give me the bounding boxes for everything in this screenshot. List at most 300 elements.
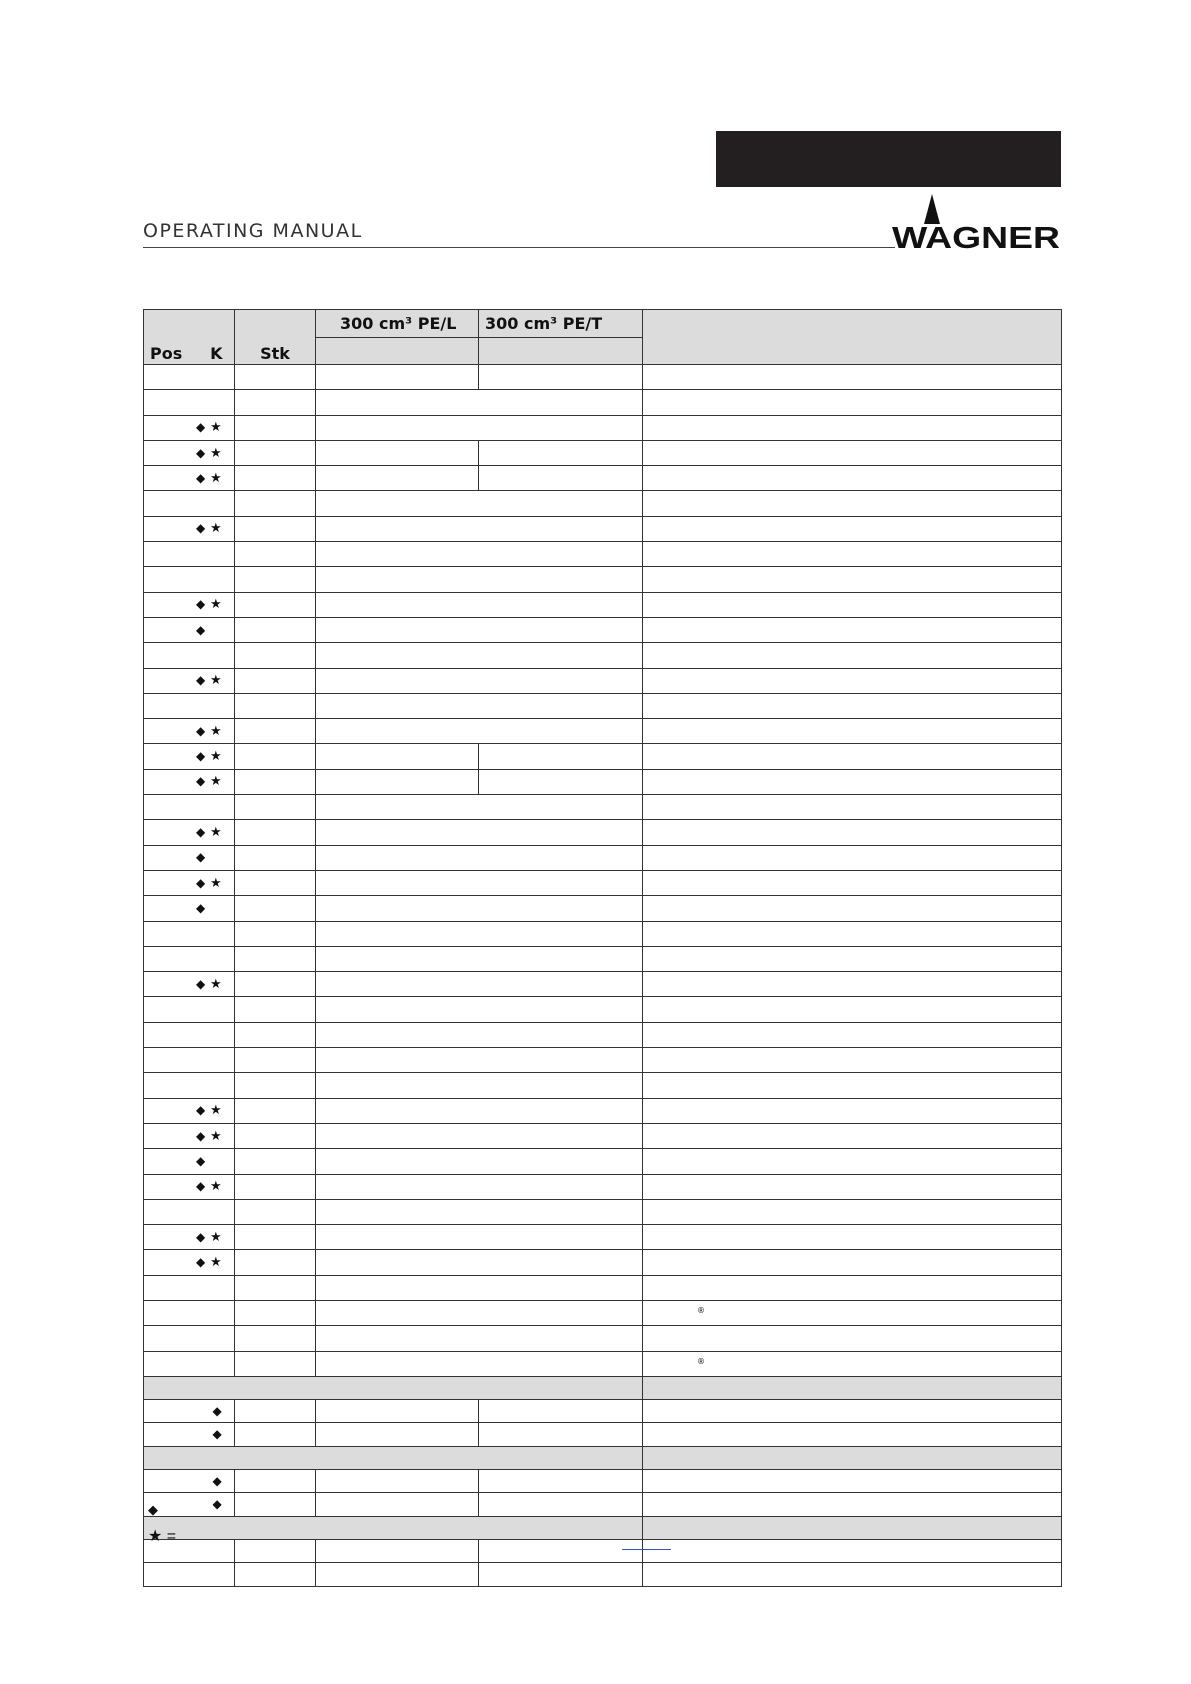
pos-cell <box>144 1563 235 1586</box>
stk-cell <box>235 870 316 895</box>
pos-k-cell <box>144 365 235 390</box>
table-row <box>144 1149 1062 1174</box>
diamond-icon: ◆ <box>196 900 214 915</box>
desc-cell <box>643 592 1062 617</box>
pos-k-cell <box>144 1174 235 1199</box>
legend-diamond: ◆ <box>148 1502 158 1517</box>
table-row <box>144 795 1062 820</box>
desc-cell <box>643 1225 1062 1250</box>
diamond-icon: ◆ <box>212 1473 222 1488</box>
section-header-cell <box>144 1446 643 1469</box>
diamond-icon: ◆ <box>196 420 214 435</box>
table-row <box>144 1073 1062 1098</box>
star-icon: ★ <box>210 1255 230 1271</box>
order-cell-2 <box>479 365 643 390</box>
pos-k-cell <box>144 1098 235 1123</box>
order-cell-merged <box>316 668 643 693</box>
pos-k-cell <box>144 1022 235 1047</box>
stk-cell <box>235 845 316 870</box>
order-cell-1 <box>316 440 479 465</box>
desc-cell <box>643 668 1062 693</box>
stk-cell <box>235 1098 316 1123</box>
stk-cell <box>235 1149 316 1174</box>
desc-cell <box>643 1539 1062 1562</box>
order-cell-merged <box>316 972 643 997</box>
order-cell-2 <box>479 1539 643 1562</box>
stk-cell <box>235 592 316 617</box>
desc-cell <box>643 845 1062 870</box>
desc-cell <box>643 1174 1062 1199</box>
stk-cell <box>235 997 316 1022</box>
stk-cell <box>235 1123 316 1148</box>
desc-cell <box>643 820 1062 845</box>
section-row <box>144 1376 1062 1399</box>
order-cell-1 <box>316 769 479 794</box>
pos-k-cell <box>144 1300 235 1325</box>
desc-cell <box>643 1563 1062 1586</box>
order-cell-merged <box>316 997 643 1022</box>
pos-k-cell <box>144 643 235 668</box>
diamond-icon: ◆ <box>212 1497 222 1511</box>
order-cell-merged <box>316 870 643 895</box>
table-row <box>144 1123 1062 1148</box>
table-row <box>144 921 1062 946</box>
diamond-icon: ◆ <box>196 445 214 460</box>
header-pos-k: Pos K <box>144 310 235 365</box>
order-cell-merged <box>316 946 643 971</box>
pos-k-cell <box>144 440 235 465</box>
order-cell-merged <box>316 516 643 541</box>
section-row <box>144 1446 1062 1469</box>
table-row <box>144 1300 1062 1325</box>
desc-cell <box>643 491 1062 516</box>
star-icon: ★ <box>210 749 230 765</box>
pos-k-cell <box>144 592 235 617</box>
order-cell-2 <box>479 466 643 491</box>
star-icon: ★ <box>210 420 230 436</box>
order-cell-merged <box>316 1351 643 1376</box>
order-cell-merged <box>316 567 643 592</box>
header-order-no-1 <box>316 338 479 365</box>
desc-cell <box>643 896 1062 921</box>
table-row <box>144 997 1062 1022</box>
desc-cell <box>643 795 1062 820</box>
desc-cell <box>643 769 1062 794</box>
table-row <box>144 542 1062 567</box>
order-cell-1 <box>316 744 479 769</box>
diamond-icon: ◆ <box>196 1128 214 1143</box>
header-black-box <box>716 131 1061 187</box>
desc-cell: ® <box>643 1300 1062 1325</box>
desc-cell <box>643 567 1062 592</box>
diamond-icon: ◆ <box>196 1153 214 1168</box>
desc-cell <box>643 1022 1062 1047</box>
section-desc-cell <box>643 1376 1062 1399</box>
stk-cell <box>235 1250 316 1275</box>
table-row <box>144 1199 1062 1224</box>
manual-title: OPERATING MANUAL <box>143 220 363 242</box>
stk-cell <box>235 1563 316 1586</box>
order-cell-merged <box>316 415 643 440</box>
order-cell-merged <box>316 1098 643 1123</box>
diamond-icon: ◆ <box>196 850 214 865</box>
stk-cell <box>235 516 316 541</box>
pos-k-cell <box>144 845 235 870</box>
section-desc-cell <box>643 1446 1062 1469</box>
stk-cell <box>235 1048 316 1073</box>
order-cell-2 <box>479 769 643 794</box>
table-row <box>144 390 1062 415</box>
star-icon: ★ <box>210 774 230 790</box>
order-cell-1 <box>316 1493 479 1516</box>
stk-cell <box>235 1326 316 1351</box>
accessory-row <box>144 1423 1062 1446</box>
accessory-row <box>144 1470 1062 1493</box>
table-row <box>144 845 1062 870</box>
pos-k-cell <box>144 617 235 642</box>
pos-k-cell <box>144 693 235 718</box>
stk-cell <box>235 617 316 642</box>
order-cell-1 <box>316 466 479 491</box>
stk-cell <box>235 693 316 718</box>
stk-cell <box>235 1539 316 1562</box>
star-icon: ★ <box>210 1103 230 1119</box>
pos-k-cell <box>144 1073 235 1098</box>
k-cell <box>189 1470 235 1493</box>
pos-k-cell <box>144 1199 235 1224</box>
desc-cell <box>643 617 1062 642</box>
star-icon: ★ <box>210 1229 230 1245</box>
table-row <box>144 946 1062 971</box>
table-row <box>144 466 1062 491</box>
star-icon: ★ <box>210 597 230 613</box>
header-model-pe-t: 300 cm³ PE/T <box>479 310 643 338</box>
table-row <box>144 1563 1062 1586</box>
pos-k-cell <box>144 1048 235 1073</box>
stk-cell <box>235 1493 316 1516</box>
svg-text:WAGNER: WAGNER <box>892 220 1060 250</box>
legend-link-underline[interactable] <box>622 1549 671 1550</box>
diamond-icon: ◆ <box>196 521 214 536</box>
section-row <box>144 1516 1062 1539</box>
pos-k-cell <box>144 1149 235 1174</box>
pos-k-cell <box>144 972 235 997</box>
desc-cell <box>643 643 1062 668</box>
star-icon: ★ <box>210 1128 230 1144</box>
stk-cell <box>235 719 316 744</box>
desc-cell <box>643 1199 1062 1224</box>
stk-cell <box>235 1423 316 1446</box>
pos-cell <box>144 1400 189 1423</box>
diamond-icon: ◆ <box>196 774 214 789</box>
section-desc-cell <box>643 1516 1062 1539</box>
stk-cell <box>235 466 316 491</box>
order-cell-1 <box>316 1539 479 1562</box>
table-row <box>144 693 1062 718</box>
stk-cell <box>235 1470 316 1493</box>
stk-cell <box>235 1400 316 1423</box>
order-cell-merged <box>316 592 643 617</box>
pos-k-cell <box>144 491 235 516</box>
star-icon: ★ <box>210 1179 230 1195</box>
stk-cell <box>235 491 316 516</box>
table-row <box>144 440 1062 465</box>
diamond-icon: ◆ <box>196 673 214 688</box>
order-cell-merged <box>316 643 643 668</box>
pos-k-cell <box>144 946 235 971</box>
diamond-icon: ◆ <box>196 824 214 839</box>
order-cell-merged <box>316 1174 643 1199</box>
desc-cell <box>643 1123 1062 1148</box>
diamond-icon: ◆ <box>196 1255 214 1270</box>
desc-cell <box>643 1149 1062 1174</box>
pos-k-cell <box>144 769 235 794</box>
pos-cell <box>144 1470 189 1493</box>
header-description <box>643 310 1062 365</box>
order-cell-2 <box>479 744 643 769</box>
order-cell-1 <box>316 1400 479 1423</box>
star-icon: ★ <box>210 875 230 891</box>
desc-cell <box>643 1400 1062 1423</box>
pos-k-cell <box>144 719 235 744</box>
order-cell-2 <box>479 440 643 465</box>
desc-cell <box>643 415 1062 440</box>
section-header-cell <box>144 1376 643 1399</box>
diamond-icon: ◆ <box>196 1179 214 1194</box>
star-icon: ★ <box>210 521 230 537</box>
pos-cell <box>144 1423 189 1446</box>
order-cell-merged <box>316 820 643 845</box>
table-row <box>144 719 1062 744</box>
desc-cell <box>643 1098 1062 1123</box>
order-cell-merged <box>316 1250 643 1275</box>
table-row <box>144 896 1062 921</box>
table-row <box>144 769 1062 794</box>
stk-cell <box>235 1225 316 1250</box>
stk-cell <box>235 542 316 567</box>
table-row <box>144 1098 1062 1123</box>
order-cell-merged <box>316 1199 643 1224</box>
order-cell-1 <box>316 1563 479 1586</box>
table-row <box>144 592 1062 617</box>
stk-cell <box>235 820 316 845</box>
order-cell-merged <box>316 542 643 567</box>
header-stk: Stk <box>235 310 316 365</box>
desc-cell <box>643 365 1062 390</box>
order-cell-merged <box>316 1275 643 1300</box>
stk-cell <box>235 1174 316 1199</box>
order-cell-2 <box>479 1423 643 1446</box>
pos-k-cell <box>144 820 235 845</box>
desc-cell <box>643 390 1062 415</box>
stk-cell <box>235 1022 316 1047</box>
desc-cell <box>643 693 1062 718</box>
header-order-no-2 <box>479 338 643 365</box>
order-cell-1 <box>316 365 479 390</box>
desc-cell <box>643 921 1062 946</box>
pos-k-cell <box>144 1123 235 1148</box>
table-row <box>144 1022 1062 1047</box>
order-cell-merged <box>316 1073 643 1098</box>
desc-cell <box>643 946 1062 971</box>
table-row <box>144 1326 1062 1351</box>
order-cell-2 <box>479 1400 643 1423</box>
pos-k-cell <box>144 390 235 415</box>
table-row <box>144 1275 1062 1300</box>
order-cell-1 <box>316 1470 479 1493</box>
order-cell-2 <box>479 1493 643 1516</box>
desc-cell <box>643 1250 1062 1275</box>
desc-cell <box>643 1275 1062 1300</box>
star-icon: ★ <box>210 445 230 461</box>
pos-k-cell <box>144 1225 235 1250</box>
pos-k-cell <box>144 567 235 592</box>
desc-cell: ® <box>643 1351 1062 1376</box>
table-row <box>144 1539 1062 1562</box>
table-row <box>144 1250 1062 1275</box>
accessory-row <box>144 1400 1062 1423</box>
table-row <box>144 491 1062 516</box>
stk-cell <box>235 946 316 971</box>
table-row <box>144 516 1062 541</box>
k-cell <box>189 1493 235 1516</box>
pos-k-cell <box>144 1275 235 1300</box>
stk-cell <box>235 972 316 997</box>
pos-k-cell <box>144 516 235 541</box>
order-cell-merged <box>316 390 643 415</box>
desc-cell <box>643 466 1062 491</box>
diamond-icon: ◆ <box>196 875 214 890</box>
stk-cell <box>235 795 316 820</box>
stk-cell <box>235 643 316 668</box>
star-icon: ★ <box>210 470 230 486</box>
order-cell-merged <box>316 491 643 516</box>
table-row <box>144 1351 1062 1376</box>
order-cell-merged <box>316 896 643 921</box>
table-row <box>144 668 1062 693</box>
order-cell-merged <box>316 795 643 820</box>
pos-k-cell <box>144 744 235 769</box>
k-cell <box>189 1400 235 1423</box>
desc-cell <box>643 1470 1062 1493</box>
table-row <box>144 617 1062 642</box>
order-cell-merged <box>316 1048 643 1073</box>
order-cell-merged <box>316 921 643 946</box>
pos-k-cell <box>144 466 235 491</box>
desc-cell <box>643 1326 1062 1351</box>
stk-cell <box>235 1351 316 1376</box>
order-cell-merged <box>316 1123 643 1148</box>
table-row <box>144 870 1062 895</box>
desc-cell <box>643 719 1062 744</box>
table-row <box>144 820 1062 845</box>
diamond-icon: ◆ <box>196 597 214 612</box>
order-cell-merged <box>316 1149 643 1174</box>
diamond-icon: ◆ <box>196 1103 214 1118</box>
header-model-pe-l: 300 cm³ PE/L <box>316 310 479 338</box>
table-row <box>144 1225 1062 1250</box>
desc-cell <box>643 997 1062 1022</box>
stk-cell <box>235 1300 316 1325</box>
pos-k-cell <box>144 1351 235 1376</box>
stk-cell <box>235 390 316 415</box>
stk-cell <box>235 896 316 921</box>
desc-cell <box>643 1423 1062 1446</box>
stk-cell <box>235 769 316 794</box>
stk-cell <box>235 365 316 390</box>
pos-k-cell <box>144 870 235 895</box>
order-cell-merged <box>316 1300 643 1325</box>
star-icon: ★ <box>210 824 230 840</box>
pos-k-cell <box>144 997 235 1022</box>
table-row <box>144 1048 1062 1073</box>
star-icon: ★ <box>210 723 230 739</box>
diamond-icon: ◆ <box>212 1403 222 1418</box>
diamond-icon: ◆ <box>196 1229 214 1244</box>
desc-cell <box>643 1493 1062 1516</box>
desc-cell <box>643 972 1062 997</box>
desc-cell <box>643 870 1062 895</box>
order-cell-1 <box>316 1423 479 1446</box>
table-row <box>144 365 1062 390</box>
desc-cell <box>643 744 1062 769</box>
diamond-icon: ◆ <box>196 976 214 991</box>
section-header-cell <box>144 1516 643 1539</box>
desc-cell <box>643 542 1062 567</box>
parts-table <box>143 309 1062 1587</box>
table-row <box>144 744 1062 769</box>
pos-k-cell <box>144 415 235 440</box>
desc-cell <box>643 1048 1062 1073</box>
wagner-logo <box>892 194 1062 250</box>
diamond-icon: ◆ <box>196 723 214 738</box>
accessory-row <box>144 1493 1062 1516</box>
star-icon: ★ <box>210 673 230 689</box>
order-cell-2 <box>479 1563 643 1586</box>
order-cell-merged <box>316 617 643 642</box>
stk-cell <box>235 567 316 592</box>
pos-k-cell <box>144 542 235 567</box>
desc-cell <box>643 440 1062 465</box>
stk-cell <box>235 921 316 946</box>
pos-k-cell <box>144 795 235 820</box>
k-cell <box>189 1423 235 1446</box>
stk-cell <box>235 1199 316 1224</box>
order-cell-merged <box>316 693 643 718</box>
table-row <box>144 972 1062 997</box>
diamond-icon: ◆ <box>196 749 214 764</box>
diamond-icon: ◆ <box>212 1427 222 1442</box>
desc-cell <box>643 1073 1062 1098</box>
stk-cell <box>235 668 316 693</box>
table-row <box>144 567 1062 592</box>
order-cell-merged <box>316 845 643 870</box>
table-row <box>144 643 1062 668</box>
desc-cell <box>643 516 1062 541</box>
stk-cell <box>235 1073 316 1098</box>
diamond-icon: ◆ <box>196 470 214 485</box>
order-cell-merged <box>316 1326 643 1351</box>
order-cell-merged <box>316 1022 643 1047</box>
table-row <box>144 415 1062 440</box>
order-cell-2 <box>479 1470 643 1493</box>
order-cell-merged <box>316 1225 643 1250</box>
pos-k-cell <box>144 668 235 693</box>
legend-star: ★ = <box>148 1528 177 1545</box>
stk-cell <box>235 744 316 769</box>
star-icon: ★ <box>210 976 230 992</box>
table-row <box>144 1174 1062 1199</box>
